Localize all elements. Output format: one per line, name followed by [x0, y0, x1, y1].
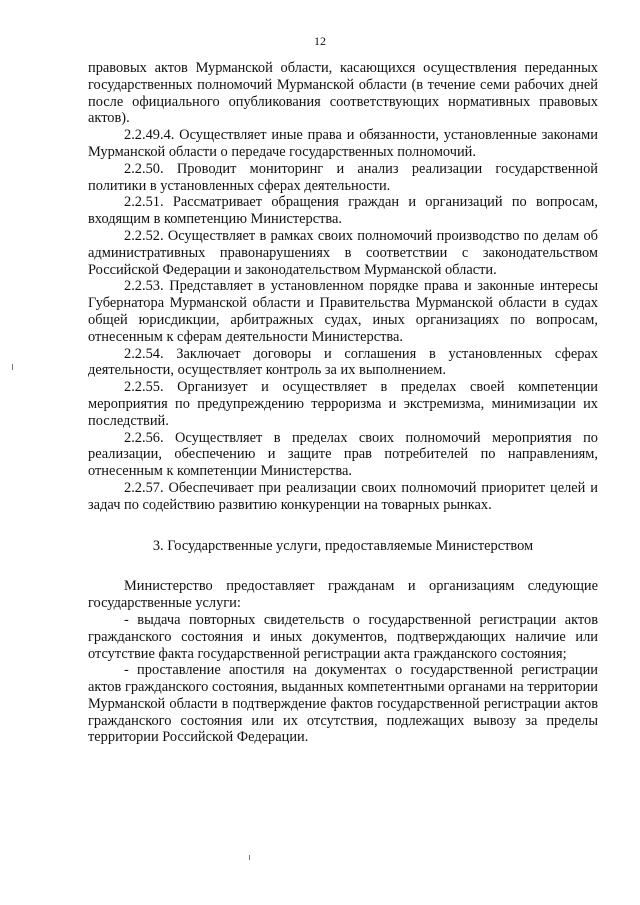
paragraph-2-2-52: 2.2.52. Осуществляет в рамках своих полномочий производство по делам об административных правонарушениях в соответствии с законодательством Российской Федерации и законодательством Мурманской области.	[88, 227, 598, 278]
page-number: 12	[314, 34, 326, 48]
scan-artifact-mark	[12, 364, 13, 370]
scan-artifact-mark	[249, 855, 250, 860]
paragraph-2-2-53: 2.2.53. Представляет в установленном порядке права и законные интересы Губернатора Мурманской области и Правительства Мурманской области в судах общей юрисдикции, арбитражных судах, иных организациях по вопросам, отнесенным к сферам деятельности Министерства.	[88, 278, 598, 345]
services-intro: Министерство предоставляет гражданам и организациям следующие государственные услуги:	[88, 578, 598, 612]
paragraph-2-2-57: 2.2.57. Обеспечивает при реализации своих полномочий приоритет целей и задач по содействию развитию конкуренции на товарных рынках.	[88, 479, 598, 513]
paragraph-2-2-55: 2.2.55. Организует и осуществляет в пределах своей компетенции мероприятия по предупреждению терроризма и экстремизма, минимизации их последствий.	[88, 379, 598, 429]
service-list-item: - выдача повторных свидетельств о государственной регистрации актов гражданского состояния и иных документов, подтверждающих наличие или отсутствие факта государственной регистрации акта гражданского состояния;	[88, 611, 598, 662]
paragraph-2-2-56: 2.2.56. Осуществляет в пределах своих полномочий мероприятия по реализации, обеспечению и защите прав потребителей по направлениям, отнесенным к компетенции Министерства.	[88, 429, 598, 480]
service-list-item: - проставление апостиля на документах о государственной регистрации актов гражданского состояния, выданных компетентными органами на территории Мурманской области в подтверждение фактов государственной регистрации актов гражданского состояния или их отсутствия, подлежащих вывозу за пределы территории Российской Федерации.	[88, 662, 598, 746]
paragraph-2-2-51: 2.2.51. Рассматривает обращения граждан и организаций по вопросам, входящим в компетенцию Министерства.	[88, 194, 598, 228]
paragraph-2-2-54: 2.2.54. Заключает договоры и соглашения в установленных сферах деятельности, осуществляет контроль за их выполнением.	[88, 345, 598, 379]
section-heading: 3. Государственные услуги, предоставляемые Министерством	[152, 537, 534, 554]
document-body	[88, 60, 598, 746]
paragraph-continuation: правовых актов Мурманской области, касающихся осуществления переданных государственных полномочий Мурманской области (в течение семи рабочих дней после официального опубликования соответствующих нормативных правовых актов).	[88, 60, 598, 127]
paragraph-2-2-49-4: 2.2.49.4. Осуществляет иные права и обязанности, установленные законами Мурманской области о передаче государственных полномочий.	[88, 127, 598, 160]
paragraph-2-2-50: 2.2.50. Проводит мониторинг и анализ реализации государственной политики в установленных сферах деятельности.	[88, 160, 598, 194]
